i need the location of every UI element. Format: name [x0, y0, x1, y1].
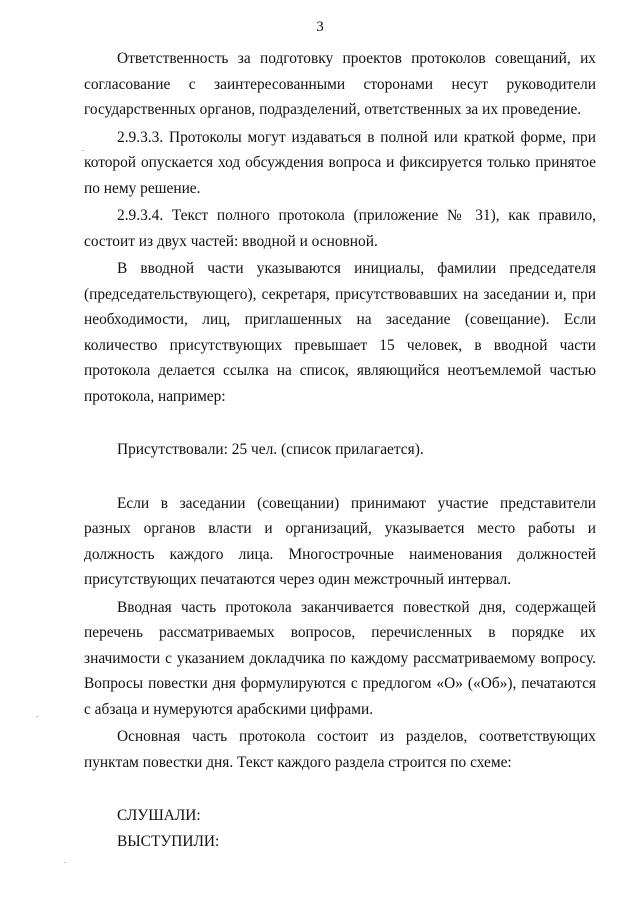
scan-speck: [82, 150, 84, 151]
scan-speck: [64, 862, 66, 863]
paragraph-2-9-3-4: 2.9.3.4. Текст полного протокола (приложение № 31), как правило, состоит из двух частей: вводной и основной.: [84, 207, 596, 250]
paragraph-agenda: Вводная часть протокола заканчивается повесткой дня, содержащей перечень рассматриваемых вопросов, перечисленных в порядке их значимости с указанием докладчика по каждому рассматриваемому вопросу. Вопросы повестки дня формулируются с предлогом «О» («Об»), печатаются с абзаца и нумеруются арабскими цифрами.: [84, 598, 596, 718]
paragraph-representatives: Если в заседании (совещании) принимают участие представители разных органов власти и организаций, указывается место работы и должность каждого лица. Многострочные наименования должностей присутствующих печатаются через один межстрочный интервал.: [84, 494, 596, 588]
paragraph-main-part: Основная часть протокола состоит из разделов, соответствующих пунктам повестки дня. Текст каждого раздела строится по схеме:: [84, 728, 596, 771]
page-number: 3: [316, 19, 324, 35]
paragraph-2-9-3-3: 2.9.3.3. Протоколы могут издаваться в полной или краткой форме, при которой опускается ход обсуждения вопроса и фиксируется только принятое по нему решение.: [84, 128, 596, 197]
paragraph-example-present: Присутствовали: 25 чел. (список прилагается).: [117, 441, 424, 458]
scheme-spoke-heading: ВЫСТУПИЛИ:: [117, 832, 220, 850]
scheme-heard-heading: СЛУШАЛИ:: [117, 807, 201, 824]
scan-speck: [36, 716, 38, 717]
paragraph-responsibility: Ответственность за подготовку проектов протоколов совещаний, их согласование с заинтересованными сторонами несут руководители государственных органов, подразделений, ответственных за их проведение.: [84, 50, 596, 118]
paragraph-introductory-part: В вводной части указываются инициалы, фамилии председателя (председательствующего), секретаря, присутствовавших на заседании и, при необходимости, лиц, приглашенных на заседание (совещание). Если количество присутствующих превышает 15 человек, в вводной части протокола делается ссылка на список, являющийся неотъемлемой частью протокола, например:: [84, 260, 596, 405]
document-body: [84, 46, 596, 854]
